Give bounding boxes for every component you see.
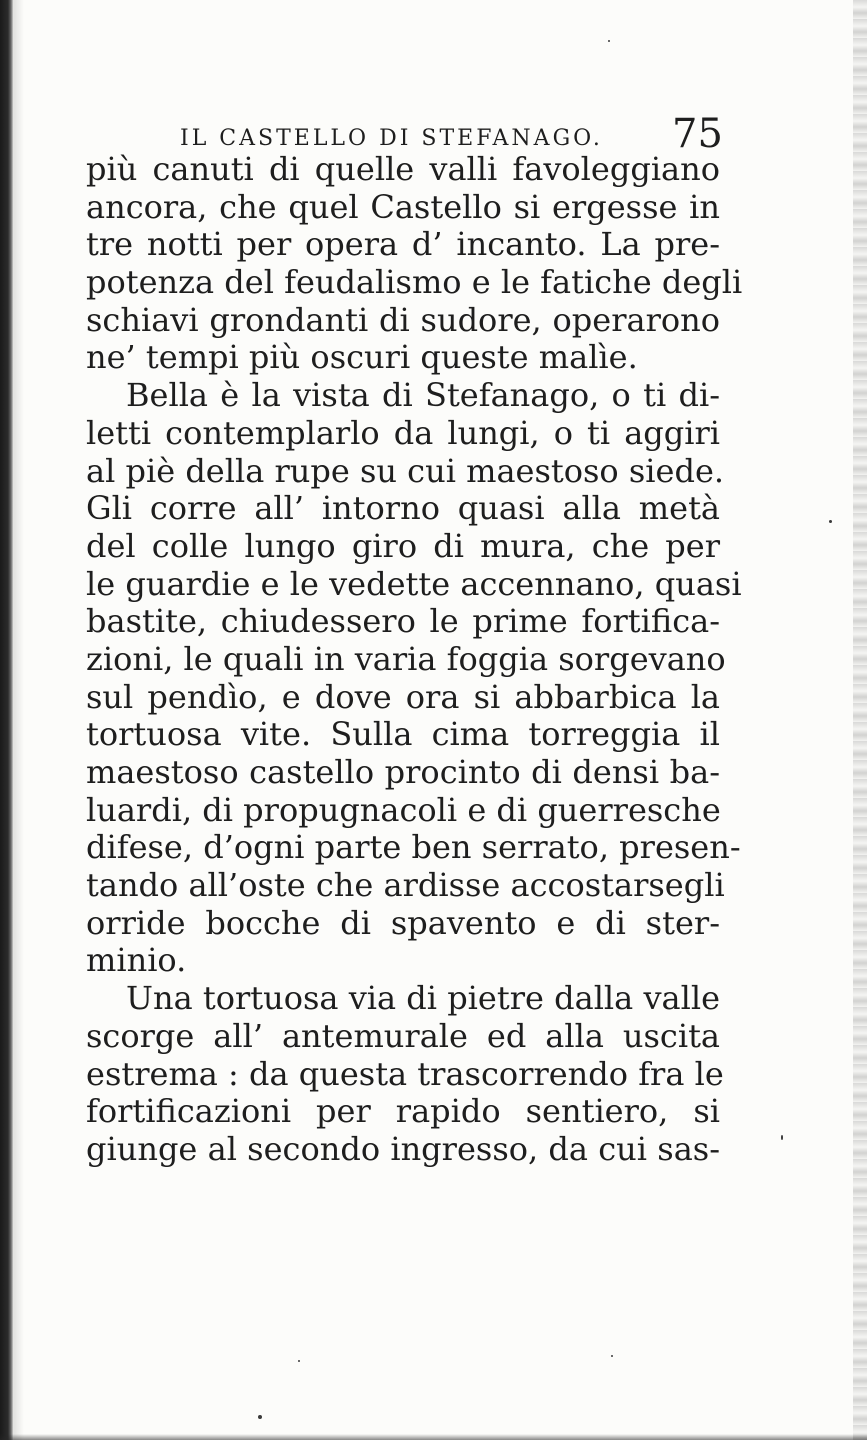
text-line: fortificazioni per rapido sentiero, si (86, 1092, 720, 1131)
page-number: 75 (672, 111, 723, 157)
text-line: orride bocche di spavento e di ster- (86, 903, 720, 942)
text-line: difese, d’ogni parte ben serrato, presen- (86, 828, 741, 867)
text-line: minio. (86, 941, 187, 980)
text-line: tando all’oste che ardisse accostarsegli (86, 866, 725, 905)
paper-speck (611, 1355, 613, 1357)
text-line: al piè della rupe su cui maestoso siede. (86, 451, 725, 490)
paper-speck (608, 40, 610, 42)
text-line: ancora, che quel Castello si ergesse in (86, 187, 720, 226)
page-fore-edge (853, 0, 867, 1440)
text-line: del colle lungo giro di mura, che per (86, 526, 720, 565)
paper-speck (781, 1135, 783, 1140)
text-line: zioni, le quali in varia foggia sorgevano (86, 639, 726, 678)
text-line: tre notti per opera d’ incanto. La pre- (86, 225, 720, 264)
text-line: tortuosa vite. Sulla cima torreggia il (86, 715, 720, 754)
text-line: maestoso castello procinto di densi ba- (86, 753, 720, 791)
paper-speck (258, 1415, 262, 1419)
body-text (86, 150, 743, 1169)
text-line: potenza del feudalismo e le fatiche degli (86, 263, 743, 302)
text-line: Gli corre all’ intorno quasi alla metà (86, 489, 720, 528)
binding-shadow (14, 0, 24, 1440)
text-line: bastite, chiudessero le prime fortifica- (86, 602, 720, 641)
text-line: letti contemplarlo da lungi, o ti aggiri (86, 413, 720, 452)
page-bottom-edge (0, 1434, 867, 1440)
text-line: le guardie e le vedette accennano, quasi (86, 564, 742, 603)
text-line: ne’ tempi più oscuri queste malìe. (86, 338, 638, 377)
running-head: IL CASTELLO DI STEFANAGO. (180, 126, 603, 151)
paper-speck (298, 1360, 300, 1362)
text-line: Bella è la vista di Stefanago, o ti di- (126, 376, 720, 415)
text-line: estrema : da questa trascorrendo fra le (86, 1054, 724, 1093)
text-line: Una tortuosa via di pietre dalla valle (126, 979, 720, 1018)
text-line: sul pendìo, e dove ora si abbarbica la (86, 677, 720, 716)
text-line: schiavi grondanti di sudore, operarono (86, 300, 720, 339)
text-line: giunge al secondo ingresso, da cui sas- (86, 1129, 720, 1168)
text-line: più canuti di quelle valli favoleggiano (86, 150, 720, 188)
text-line: scorge all’ antemurale ed alla uscita (86, 1016, 720, 1055)
page-binding-edge (0, 0, 14, 1440)
paper-speck (829, 520, 832, 523)
text-line: luardi, di propugnacoli e di guerresche (86, 790, 721, 829)
